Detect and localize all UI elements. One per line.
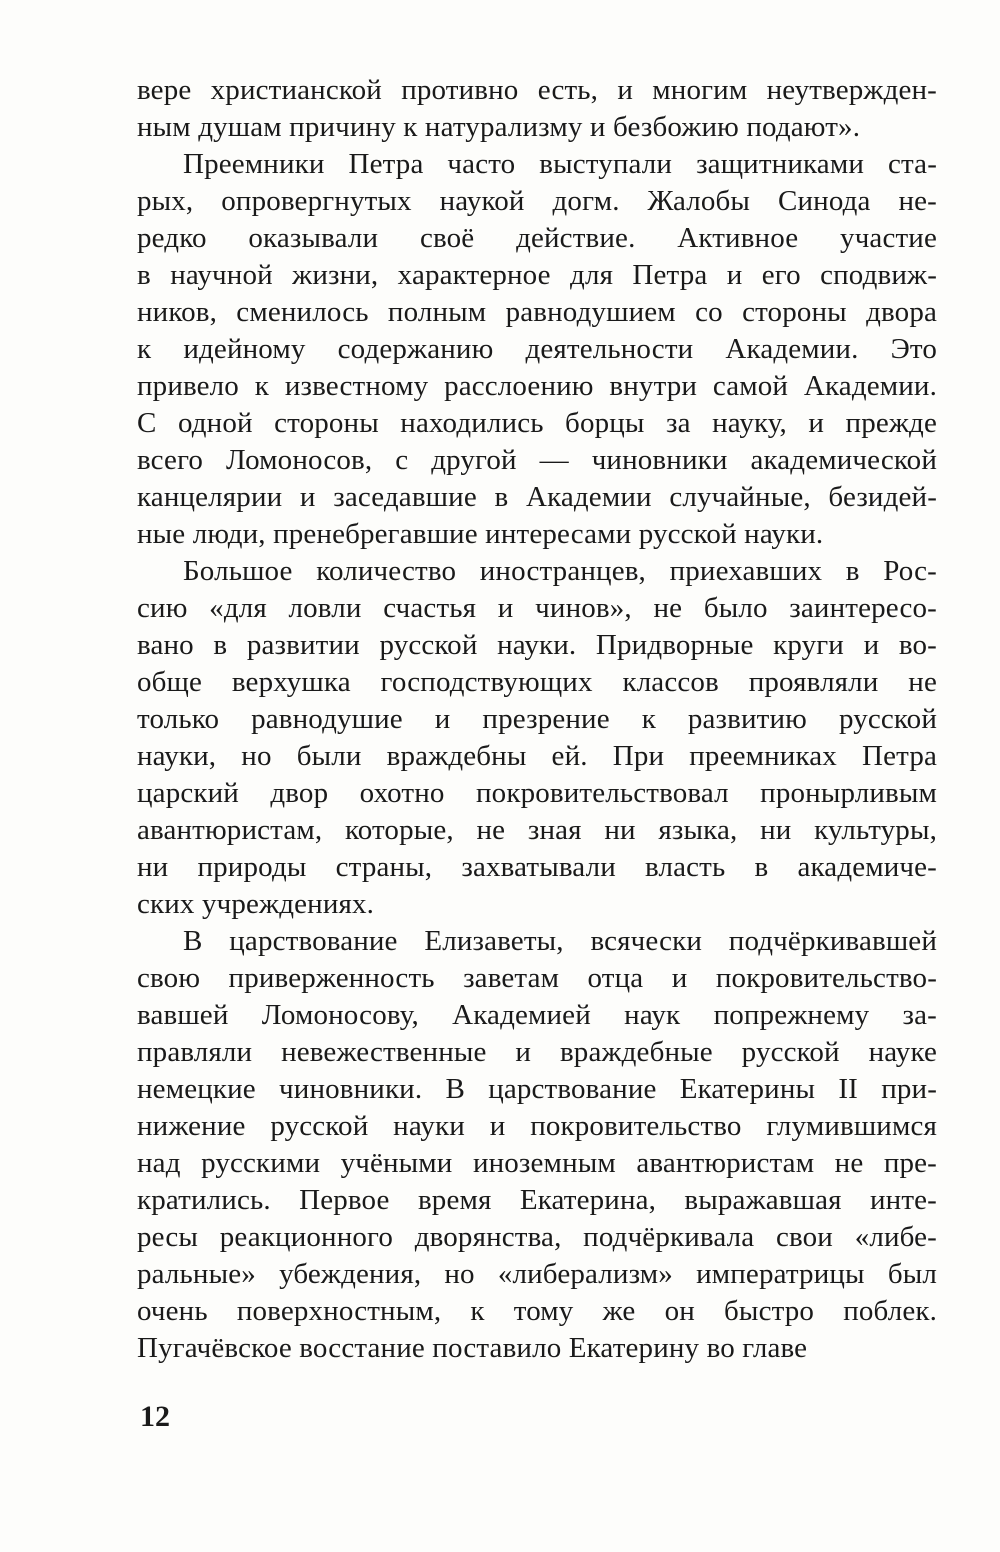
text-line: правляли невежественные и враждебные русской науке [137,1036,937,1068]
text-line: немецкие чиновники. В царствование Екатерины II при- [137,1073,937,1105]
text-line: очень поверхностным, к тому же он быстро поблек. [137,1295,937,1327]
paragraph [137,923,937,1367]
text-line: авантюристам, которые, не зная ни языка, ни культуры, [137,814,937,846]
page-number: 12 [140,1400,170,1433]
text-line: ских учреждениях. [137,888,375,920]
text-line: Большое количество иностранцев, приехавших в Рос- [183,555,937,587]
text-line: к идейному содержанию деятельности Академии. Это [137,333,937,365]
text-line: В царствование Елизаветы, всячески подчёркивавшей [183,925,937,957]
text-line: ным душам причину к натурализму и безбожию подают». [137,111,861,143]
text-line: вере христианской противно есть, и многим неутвержден- [137,74,937,106]
text-line: С одной стороны находились борцы за науку, и прежде [137,407,937,439]
text-line: редко оказывали своё действие. Активное участие [137,222,937,254]
text-line: привело к известному расслоению внутри самой Академии. [137,370,937,402]
text-line: ресы реакционного дворянства, подчёркивала свои «либе- [137,1221,937,1253]
text-line: в научной жизни, характерное для Петра и его сподвиж- [137,259,937,291]
text-line: Пугачёвское восстание поставило Екатерину во главе [137,1332,808,1364]
text-line: свою приверженность заветам отца и покровительство- [137,962,937,994]
text-line: ников, сменилось полным равнодушием со стороны двора [137,296,937,328]
text-line: науки, но были враждебны ей. При преемниках Петра [137,740,937,772]
text-line: над русскими учёными иноземным авантюристам не пре- [137,1147,937,1179]
text-line: вано в развитии русской науки. Придворные круги и во- [137,629,937,661]
paragraph [137,146,937,553]
text-line: обще верхушка господствующих классов проявляли не [137,666,937,698]
text-line: всего Ломоносов, с другой — чиновники академической [137,444,937,476]
text-line: ни природы страны, захватывали власть в академиче- [137,851,937,883]
paragraph [137,553,937,923]
text-line: ральные» убеждения, но «либерализм» императрицы был [137,1258,937,1290]
text-line: царский двор охотно покровительствовал пронырливым [137,777,937,809]
text-line: рых, опровергнутых наукой догм. Жалобы Синода не- [137,185,937,217]
text-line: вавшей Ломоносову, Академией наук попрежнему за- [137,999,937,1031]
text-line: только равнодушие и презрение к развитию русской [137,703,937,735]
paragraph [137,72,937,146]
text-line: сию «для ловли счастья и чинов», не было заинтересо- [137,592,937,624]
text-line: Преемники Петра часто выступали защитниками ста- [183,148,937,180]
body-text [137,72,937,1367]
text-line: кратились. Первое время Екатерина, выражавшая инте- [137,1184,937,1216]
text-line: канцелярии и заседавшие в Академии случайные, безидей- [137,481,937,513]
text-line: нижение русской науки и покровительство глумившимся [137,1110,937,1142]
text-line: ные люди, пренебрегавшие интересами русской науки. [137,518,824,550]
